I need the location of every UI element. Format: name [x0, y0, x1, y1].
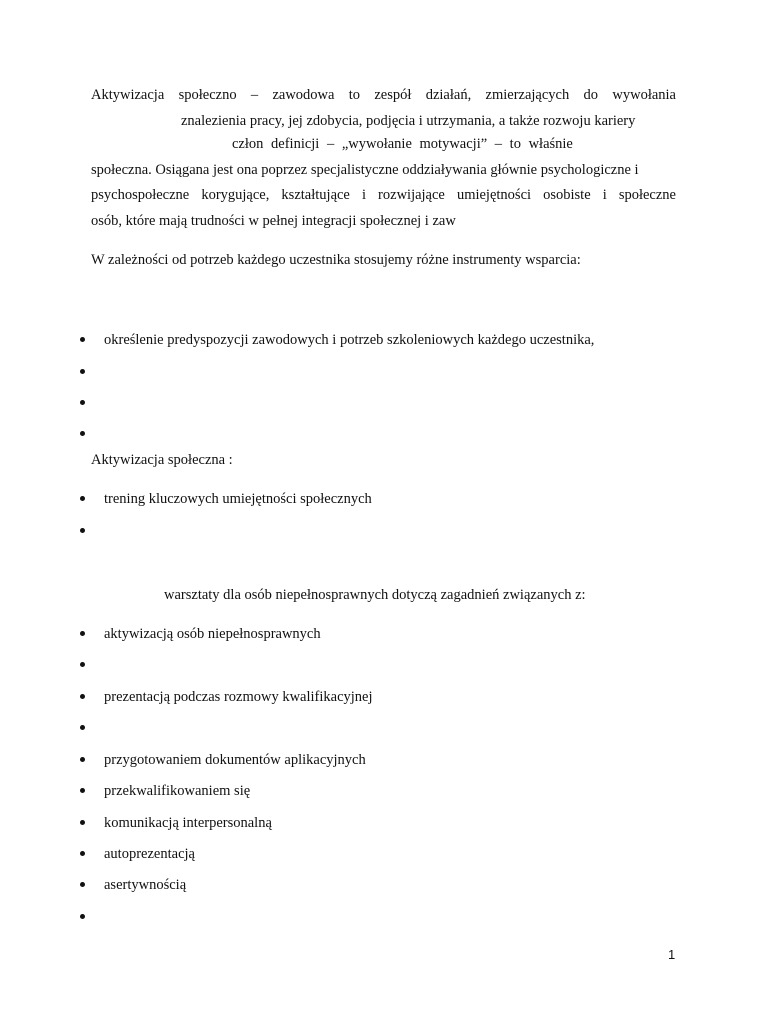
intro-sentence: W zależności od potrzeb każdego uczestnika stosujemy różne instrumenty wsparcia: — [91, 252, 581, 268]
paragraph-line-1: Aktywizacja społeczno – zawodowa to zespół działań, zmierzających do wywołania — [91, 87, 676, 103]
bullet-icon — [80, 369, 85, 374]
bullet-icon — [80, 882, 85, 887]
list-item — [0, 363, 768, 381]
list-item — [0, 425, 768, 443]
list-item — [0, 908, 768, 926]
list-item-text: trening kluczowych umiejętności społecznych — [104, 491, 372, 507]
list-item-text: określenie predyspozycji zawodowych i potrzeb szkoleniowych każdego uczestnika, — [104, 332, 595, 348]
list-item — [0, 656, 768, 674]
bullet-icon — [80, 694, 85, 699]
list-item — [0, 331, 768, 349]
bullet-icon — [80, 851, 85, 856]
list-item — [0, 394, 768, 412]
paragraph-line-6: osób, które mają trudności w pełnej integracji społecznej i zaw — [91, 213, 456, 229]
workshops-sentence: warsztaty dla osób niepełnosprawnych dotyczą zagadnień związanych z: — [164, 587, 586, 603]
list-item — [0, 522, 768, 540]
list-item — [0, 719, 768, 737]
bullet-icon — [80, 528, 85, 533]
list-item-text: przygotowaniem dokumentów aplikacyjnych — [104, 752, 366, 768]
paragraph-line-3: człon definicji – „wywołanie motywacji” – to właśnie — [232, 136, 573, 152]
list-item — [0, 845, 768, 863]
list-item — [0, 751, 768, 769]
list-item-text: aktywizacją osób niepełnosprawnych — [104, 626, 321, 642]
bullet-icon — [80, 631, 85, 636]
bullet-icon — [80, 914, 85, 919]
list-item-text: prezentacją podczas rozmowy kwalifikacyjnej — [104, 689, 373, 705]
list-item — [0, 625, 768, 643]
bullet-icon — [80, 757, 85, 762]
list-item — [0, 688, 768, 706]
list-item — [0, 814, 768, 832]
bullet-icon — [80, 431, 85, 436]
bullet-icon — [80, 662, 85, 667]
list-item-text: komunikacją interpersonalną — [104, 815, 272, 831]
list-item — [0, 876, 768, 894]
bullet-icon — [80, 337, 85, 342]
page-number: 1 — [668, 947, 676, 962]
bullet-icon — [80, 496, 85, 501]
bullet-icon — [80, 820, 85, 825]
paragraph-line-2: znalezienia pracy, jej zdobycia, podjęcia i utrzymania, a także rozwoju kariery — [181, 113, 636, 129]
list-item-text: autoprezentacją — [104, 846, 195, 862]
bullet-icon — [80, 788, 85, 793]
list-item-text: przekwalifikowaniem się — [104, 783, 251, 799]
list-item — [0, 782, 768, 800]
bullet-icon — [80, 400, 85, 405]
section-heading-social: Aktywizacja społeczna : — [91, 452, 233, 468]
paragraph-line-4: społeczna. Osiągana jest ona poprzez specjalistyczne oddziaływania głównie psychologiczne i — [91, 162, 639, 178]
bullet-icon — [80, 725, 85, 730]
list-item-text: asertywnością — [104, 877, 187, 893]
paragraph-line-5: psychospołeczne korygujące, kształtujące i rozwijające umiejętności osobiste i społeczne — [91, 187, 676, 203]
list-item — [0, 490, 768, 508]
